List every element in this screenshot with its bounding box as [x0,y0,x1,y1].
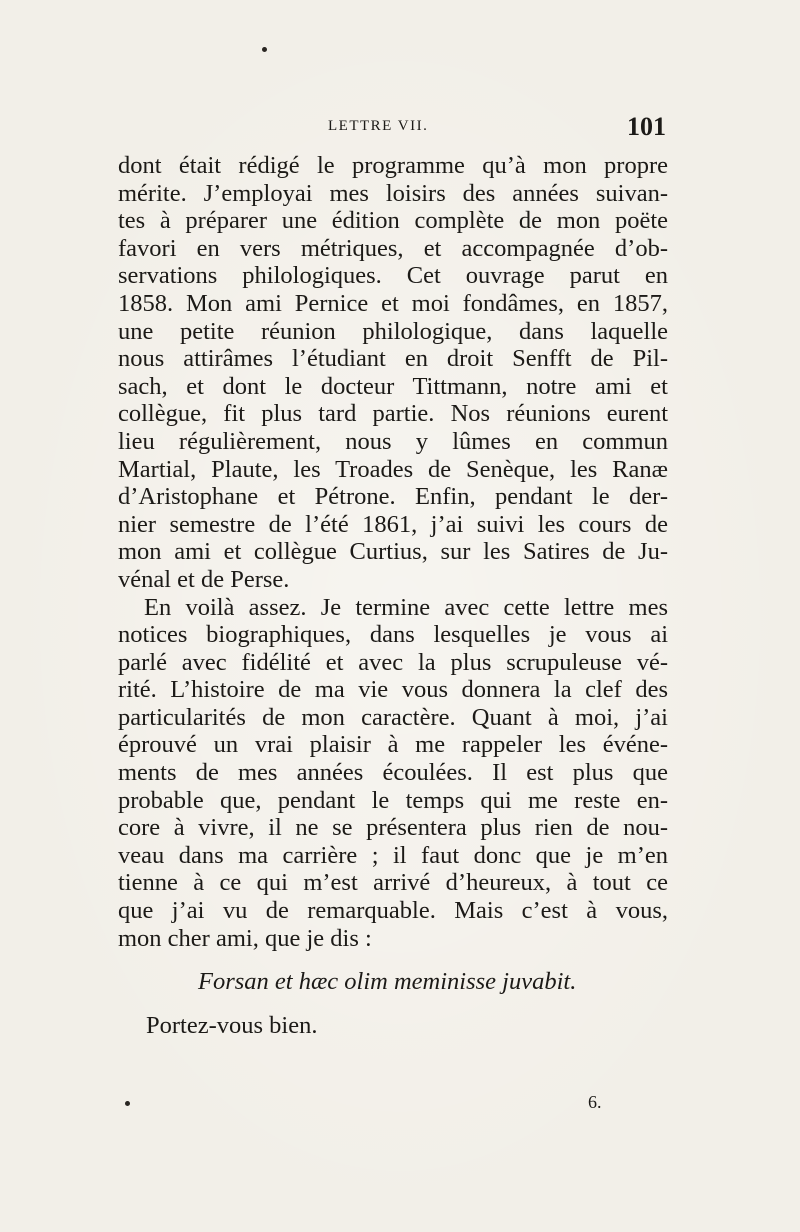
text-line: servations philologiques. Cet ouvrage parut en [118,262,668,290]
text-line: mon ami et collègue Curtius, sur les Satires de Ju- [118,538,668,566]
text-line: une petite réunion philologique, dans laquelle [118,317,668,345]
text-line: notices biographiques, dans lesquelles je vous ai [118,621,668,649]
text-line: mérite. J’employai mes loisirs des années suivan- [118,179,668,207]
text-line: rité. L’histoire de ma vie vous donnera la clef des [118,676,668,704]
ink-speck [125,1101,130,1106]
text-line: 1858. Mon ami Pernice et moi fondâmes, en 1857, [118,289,668,317]
text-line: tes à préparer une édition complète de mon poëte [118,207,668,235]
text-line: tienne à ce qui m’est arrivé d’heureux, à tout ce [118,869,668,897]
ink-speck [262,47,267,52]
text-line: Martial, Plaute, les Troades de Senèque, les Ranæ [118,455,668,483]
text-line: mon cher ami, que je dis : [118,924,372,952]
text-line: que j’ai vu de remarquable. Mais c’est à vous, [118,897,668,925]
text-line: nier semestre de l’été 1861, j’ai suivi les cours de [118,510,668,538]
text-line: d’Aristophane et Pétrone. Enfin, pendant le der- [118,483,668,511]
text-line: core à vivre, il ne se présentera plus rien de nou- [118,814,668,842]
text-line: éprouvé un vrai plaisir à me rappeler les événe- [118,731,668,759]
header-title: LETTRE VII. [328,118,429,134]
text-line: probable que, pendant le temps qui me reste en- [118,786,668,814]
text-line: collègue, fit plus tard partie. Nos réunions eurent [118,400,668,428]
running-head [118,112,666,148]
text-line: parlé avec fidélité et avec la plus scrupuleuse vé- [118,648,668,676]
page-number: 101 [627,112,666,141]
body-text [118,152,668,952]
latin-quotation: Forsan et hæc olim meminisse juvabit. [198,968,577,995]
text-line: nous attirâmes l’étudiant en droit Senfft de Pil- [118,345,668,373]
text-line: vénal et de Perse. [118,565,290,593]
text-line: favori en vers métriques, et accompagnée d’ob- [118,234,668,262]
text-line: ments de mes années écoulées. Il est plus que [118,759,668,787]
text-line: lieu régulièrement, nous y lûmes en commun [118,427,668,455]
text-line: veau dans ma carrière ; il faut donc que je m’en [118,841,668,869]
text-line: sach, et dont le docteur Tittmann, notre ami et [118,372,668,400]
text-line: particularités de mon caractère. Quant à moi, j’ai [118,703,668,731]
text-line: En voilà assez. Je termine avec cette lettre mes [144,593,668,621]
closing-salutation: Portez-vous bien. [146,1012,318,1039]
text-line: dont était rédigé le programme qu’à mon propre [118,152,668,179]
signature-mark: 6. [588,1092,602,1112]
